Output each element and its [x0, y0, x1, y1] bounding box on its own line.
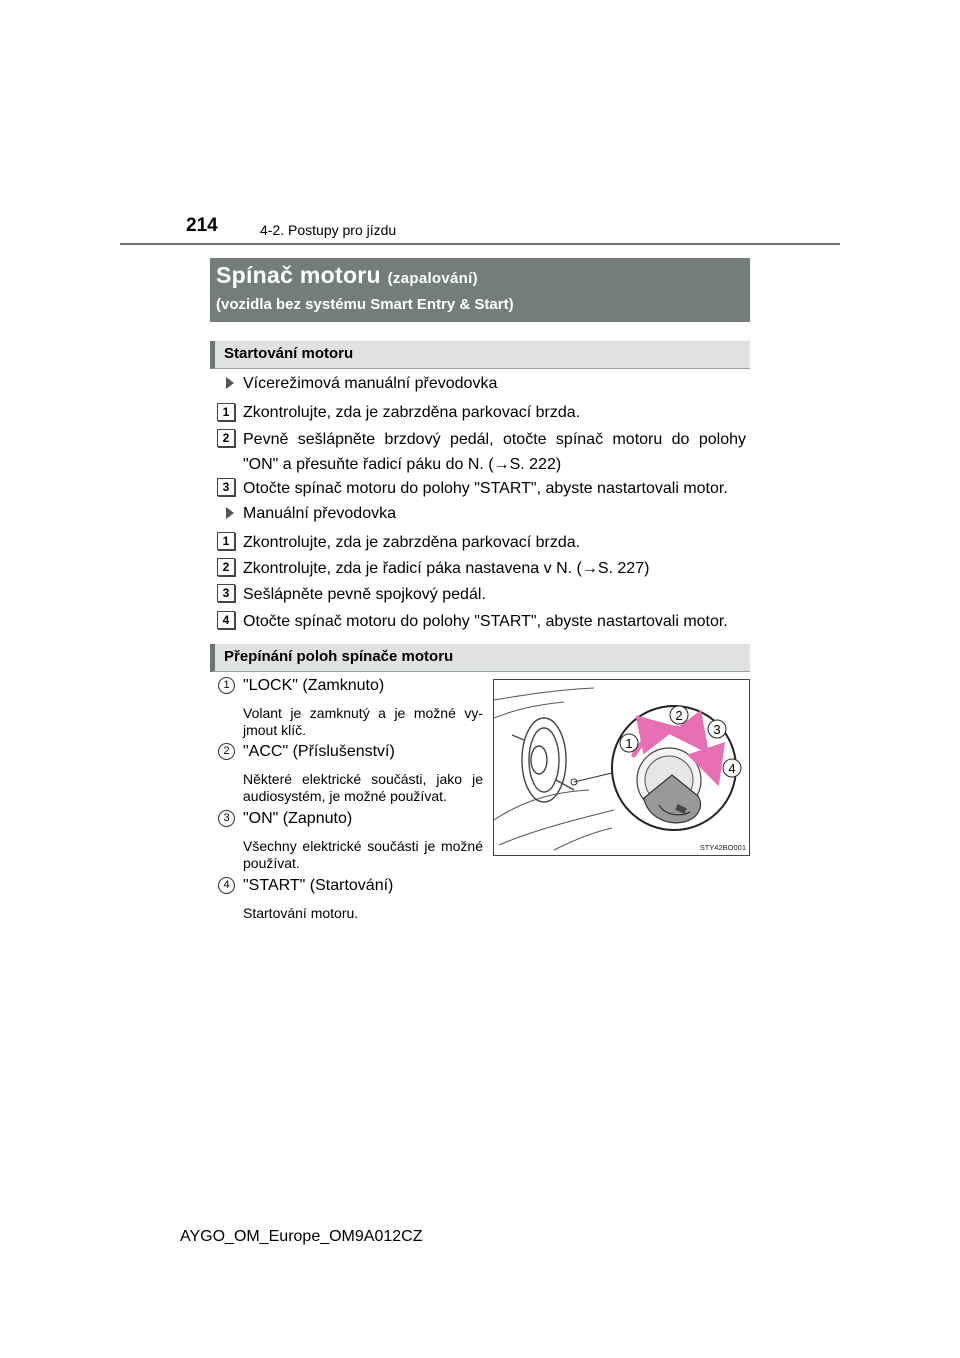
steering-wheel	[512, 718, 574, 802]
section-heading-starting	[210, 341, 750, 369]
triangle-bullet-icon	[226, 377, 234, 389]
position-description: Všechny elektrické součásti je možné používat.	[243, 838, 483, 871]
callout-1: 1	[625, 736, 633, 751]
position-title: "START" (Startování)	[243, 877, 394, 894]
dashboard-lines	[494, 688, 614, 850]
variant-text: Vícerežimová manuální převodovka	[243, 375, 498, 392]
step-badge: 3	[217, 584, 235, 602]
section-heading-text: Přepínání poloh spínače motoru	[224, 648, 454, 665]
push-label: PUSH	[639, 732, 661, 748]
page-title-box	[210, 258, 750, 322]
step-badge: 2	[217, 429, 235, 447]
step-text: Otočte spínač motoru do polohy "START", abyste nastartovali motor.	[243, 613, 728, 630]
callout-2: 2	[675, 708, 683, 723]
figure-code: STY42BO001	[699, 843, 746, 852]
variant-text: Manuální převodovka	[243, 505, 396, 522]
page-title-main: Spínač motoru	[216, 262, 381, 288]
step-text: Zkontrolujte, zda je řadicí páka nastavena v N. (→S. 227)	[243, 560, 650, 577]
position-number: 2	[218, 743, 235, 760]
step-text: Otočte spínač motoru do polohy "START", abyste nastartovali motor.	[243, 480, 728, 497]
step-badge: 3	[217, 478, 235, 496]
page-title	[216, 262, 478, 289]
step-text: Zkontrolujte, zda je zabrzděna parkovací brzda.	[243, 404, 581, 421]
variant-label-manual	[226, 505, 396, 523]
position-number: 3	[218, 810, 235, 827]
position-description: Startování motoru.	[243, 905, 359, 921]
step-text: Zkontrolujte, zda je zabrzděna parkovací brzda.	[243, 534, 581, 551]
step-text: Sešlápněte pevně spojkový pedál.	[243, 586, 486, 603]
position-number: 1	[218, 677, 235, 694]
position-description: Volant je zamknutý a je možné vy-jmout klíč.	[243, 705, 483, 738]
position-description: Některé elektrické součásti, jako je audiosystém, je možné používat.	[243, 771, 483, 804]
position-number: 4	[218, 877, 235, 894]
document-id: AYGO_OM_Europe_OM9A012CZ	[180, 1228, 423, 1245]
page-title-note: (zapalování)	[387, 270, 478, 287]
callout-4: 4	[728, 761, 736, 776]
ignition-switch-illustration	[493, 679, 750, 856]
position-title: "LOCK" (Zamknuto)	[243, 677, 385, 694]
step-badge: 1	[217, 532, 235, 550]
callout-3: 3	[713, 722, 721, 737]
ignition-illustration-svg	[494, 680, 749, 855]
step-badge: 2	[217, 558, 235, 576]
variant-label-multimode	[226, 375, 497, 393]
header-divider	[120, 243, 840, 245]
section-heading-positions	[210, 644, 750, 672]
triangle-bullet-icon	[226, 507, 234, 519]
page-subtitle: (vozidla bez systému Smart Entry & Start)	[216, 296, 514, 313]
position-title: "ACC" (Příslušenství)	[243, 743, 395, 760]
position-title: "ON" (Zapnuto)	[243, 810, 353, 827]
step-badge: 4	[217, 611, 235, 629]
page-number: 214	[186, 215, 218, 236]
step-badge: 1	[217, 403, 235, 421]
section-reference: 4-2. Postupy pro jízdu	[260, 222, 397, 238]
step-text: Pevně sešlápněte brzdový pedál, otočte spínač motoru do polohy "ON" a přesuňte řadicí páku do N. (→S. 222)	[243, 431, 746, 473]
section-heading-text: Startování motoru	[224, 345, 354, 362]
leader-line	[574, 772, 616, 782]
